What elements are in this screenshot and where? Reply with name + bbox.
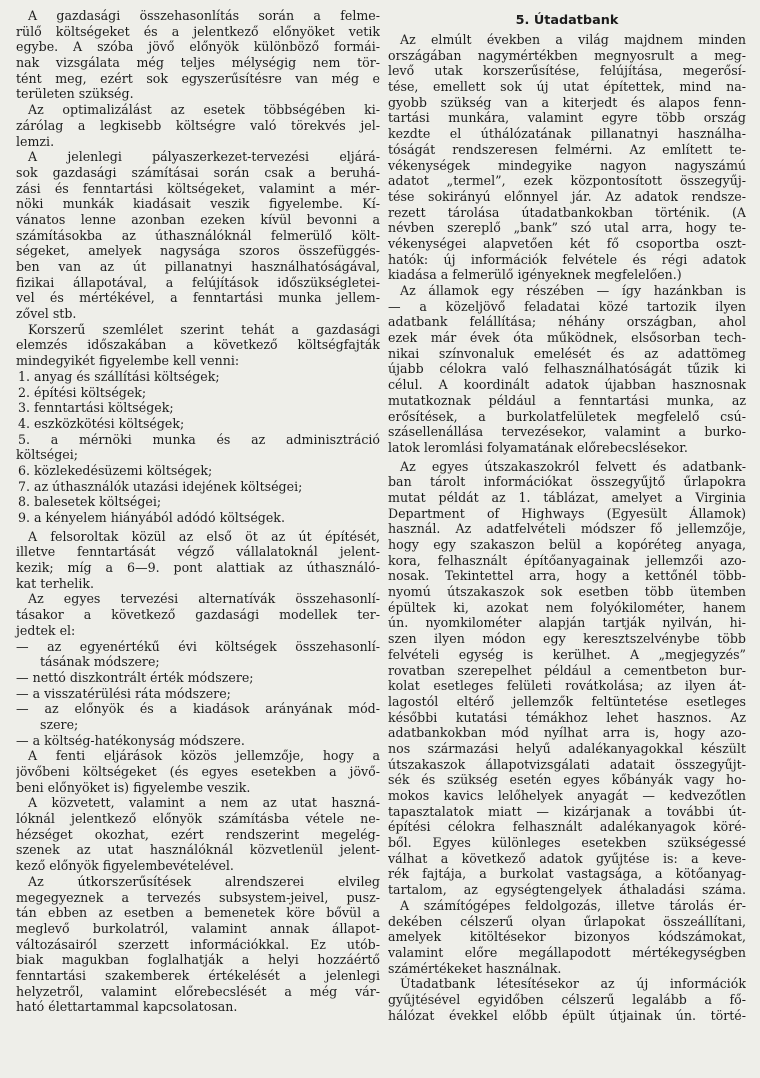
text-line: szere; [40, 716, 79, 732]
text-line: kiadása a felmerülő igényeknek megfelelően.) [388, 267, 682, 283]
text-line: nos származási helyű adalékanyagokkal készült [388, 740, 746, 756]
text-line: tartalom, az egységtengelyek áthaladási száma. [388, 882, 746, 898]
text-line: fizikai állapotával, a felújítások időszükségletei- [16, 274, 380, 290]
text-line: A jelenlegi pályaszerkezet-tervezési eljárá- [28, 149, 380, 165]
text-line: A fenti eljárások közös jellemzője, hogy a [28, 748, 380, 764]
left-column [16, 8, 380, 1015]
text-line: fenntartási szakemberek értékelését a jelenlegi [16, 967, 380, 983]
text-line: — az egyenértékű évi költségek összehasonlí- [16, 638, 380, 654]
text-line: — a közeljövő feladatai közé tartozik ilyen [388, 298, 746, 314]
text-line: amelyek kitöltésekor bizonyos kódszámokat, [388, 929, 746, 945]
text-line: jedtek el: [16, 622, 76, 638]
text-line: Az államok egy részében — így hazánkban is [400, 283, 746, 298]
text-line: számértékeket használnak. [388, 960, 562, 976]
text-line: Korszerű szemlélet szerint tehát a gazdasági [28, 321, 380, 337]
text-line: rovatban szerepelhet például a cementbeton bur- [388, 662, 746, 678]
text-line: helyzetről, valamint előrebecslését a még vár- [16, 983, 380, 999]
text-line: nöki munkák kiadásait veszik figyelembe. Kí- [16, 196, 380, 212]
text-line: egybe. A szóba jövő előnyök különböző formái- [16, 39, 380, 55]
text-line: lagostól eltérő jellemzők feltüntetése esetleges [388, 693, 746, 709]
text-line: kező előnyök figyelembevételével. [16, 858, 234, 874]
text-line: használ. Az adatfelvételi módszer fő jellemzője, [388, 521, 746, 537]
text-line: tán ebben az esetben a bemenetek köre bővül a [16, 905, 380, 921]
text-line: tése sokirányú előnnyel jár. Az adatok rendsze- [388, 188, 746, 204]
text-line: Útadatbank létesítésekor az új információk [400, 976, 746, 992]
text-line: ezek már évek óta működnek, elsősorban tech- [388, 330, 746, 346]
text-line: 8. balesetek költségei; [18, 494, 162, 510]
text-line: 3. fenntartási költségek; [18, 400, 174, 416]
text-line: megegyeznek a tervezés subsystem-jeivel, pusz- [16, 889, 380, 905]
text-line: épültek ki, azokat nem folyókilométer, hanem [388, 599, 746, 615]
text-line: nak vizsgálata még teljes mélységig nem tör- [16, 55, 380, 71]
text-line: Department of Highways (Egyesült Államok) [388, 505, 746, 521]
text-line: A felsoroltak közül az első öt az út építését, [28, 528, 380, 544]
text-line: nikai színvonaluk emelését és az adattömeg [388, 345, 746, 361]
text-line: építési célokra felhasznált adalékanyagok köré- [388, 819, 746, 835]
text-line: latok leromlási folyamatának előrebecslésekor. [388, 439, 688, 455]
text-line: 4. eszközkötési költségek; [18, 415, 185, 431]
text-line: lemzi. [16, 133, 55, 149]
text-line: levő utak korszerűsítése, felújítása, megerősí- [388, 63, 746, 79]
text-line: jövőbeni költségeket (és egyes esetekben a jövő- [16, 764, 380, 779]
text-line: adatbank felállítása; néhány országban, ahol [388, 314, 746, 330]
text-line: Az útkorszerűsítések alrendszerei elvileg [28, 873, 380, 889]
text-line: A számítógépes feldolgozás, illetve tárolás ér- [400, 897, 746, 913]
text-line: gyobb szükség van a kiterjedt és alapos fenn- [388, 94, 746, 110]
text-line: rülő költségeket és a jelentkező előnyöket vetik [16, 23, 380, 39]
text-line: dekében célszerű olyan űrlapokat összeállítani, [388, 913, 746, 929]
text-line: meglevő burkolatról, valamint annak állapot- [16, 920, 380, 936]
text-line: hogy egy szakaszon belül a kopóréteg anyaga, [388, 537, 746, 552]
text-line: ható élettartammal kapcsolatosan. [16, 999, 238, 1015]
text-line: költségei; [16, 447, 79, 463]
text-line: 7. az úthasználók utazási idejének költségei; [18, 478, 303, 494]
text-line: későbbi kutatási témákhoz lehet hasznos. Az [388, 709, 746, 725]
text-line: hézséget okozhat, ezért rendszerint megelég- [16, 826, 380, 842]
text-line: mindegyikét figyelembe kell venni: [16, 353, 240, 369]
text-line: hálózat évekkel előbb épült útjainak ún. törté- [388, 1007, 746, 1023]
text-line: zási és fenntartási költségeket, valamint a mér- [16, 180, 380, 196]
text-line: ban tárolt információkat összegyűjtő űrlapokra [388, 474, 746, 490]
text-line: zárólag a legkisebb költségre való törekvés jel- [16, 117, 380, 133]
text-line: mutat példát az 1. táblázat, amelyet a Virginia [388, 489, 746, 505]
text-line: adatot „termel”, ezek központosított összegyűj- [388, 173, 746, 189]
text-line: illetve fenntartását végző vállalatoknál jelent- [16, 544, 380, 560]
text-line: kora, felhasznált építőanyagainak jellemzői azo- [388, 552, 746, 568]
text-line: gyűjtésével egyidőben célszerű legalább a fő- [388, 991, 746, 1007]
text-line: válhat a következő adatok gyűjtése is: a kevе- [388, 850, 746, 866]
text-line: ben van az út pillanatnyi használhatóságával, [16, 259, 380, 274]
text-line: nyomú útszakaszok sok esetben több ütemben [388, 584, 746, 600]
text-line: A közvetett, valamint a nem az utat haszná- [28, 795, 380, 811]
text-line: erősítések, a burkolatfelületek megfelelő csú- [388, 408, 746, 424]
text-line: kat terhelik. [16, 575, 94, 591]
text-line: Az egyes útszakaszokról felvett és adatbank- [400, 458, 746, 474]
text-line: vékenységei alapvetően két fő csoportba oszt- [388, 235, 746, 251]
text-line: mutatkoznak például a fenntartási munka, az [388, 392, 746, 408]
text-line: tént meg, ezért sok egyszerűsítésre van még e [16, 70, 380, 86]
text-line: adatbankokban mód nyílhat arra is, hogy azo- [388, 725, 746, 741]
text-line: Az elmúlt években a világ majdnem minden [400, 32, 746, 47]
text-line: beni előnyöket is) figyelembe veszik. [16, 779, 251, 795]
text-line: tartási munkára, valamint egyre több ország [388, 110, 746, 126]
text-line: A gazdasági összehasonlítás során a felme- [28, 8, 380, 23]
text-line: biak magukban foglalhatják a helyi hozzáértő [16, 952, 380, 968]
text-line: zővel stb. [16, 306, 77, 322]
text-line: tásának módszere; [40, 654, 160, 670]
text-line: újabb célokra való felhasználhatóságát tűzik ki [388, 361, 746, 377]
section-heading: 5. Útadatbank [515, 13, 619, 28]
text-line: Az egyes tervezési alternatívák összehasonlí- [28, 591, 380, 607]
text-line: névben szereplő „bank” szó utal arra, hogy te- [388, 220, 746, 236]
text-line: tásakor a következő gazdasági modellek ter- [16, 607, 380, 623]
text-line: kolat esetleges felületi rovátkolása; az ilyen át- [388, 678, 746, 694]
text-line: 9. a kényelem hiányából adódó költségek. [18, 510, 285, 525]
text-line: 5. a mérnöki munka és az adminisztráció [18, 431, 380, 447]
text-line: kezdte el úthálózatának pillanatnyi használha- [388, 126, 746, 142]
text-line: — a visszatérülési ráta módszere; [16, 685, 231, 701]
text-line: tése, emellett sok új utat építettek, mind na- [388, 79, 746, 95]
text-line: ún. nyomkilométer alapján tartják nyilván, hi- [388, 615, 746, 631]
text-line: 6. közlekedésüzemi költségek; [18, 462, 213, 478]
text-line: nosak. Tekintettel arra, hogy a kettőnél több- [388, 568, 746, 584]
text-line: mokos kavics lelőhelyek anyagát — kedvezőtlen [388, 788, 746, 803]
text-line: 1. anyag és szállítási költségek; [18, 368, 220, 384]
text-line: felvételi egység is kerülhet. A „megjegyzés” [388, 646, 746, 662]
text-line: vel és mértékével, a fenntartási munka jellem- [16, 290, 380, 306]
text-line: változásairól szerzett információkkal. Ez utób- [16, 936, 380, 952]
text-line: 2. építési költségek; [18, 384, 147, 400]
text-line: tóságát rendszeresen felmérni. Az említett te- [388, 141, 746, 157]
text-line: — az előnyök és a kiadások arányának mód- [16, 701, 380, 717]
text-line: ből. Egyes különleges esetekben szükségessé [388, 835, 746, 851]
right-column [388, 8, 746, 1023]
text-line: — nettó diszkontrált érték módszere; [16, 669, 254, 685]
text-line: sék és szükség esetén egyes kőbányák vagy ho- [388, 772, 746, 788]
text-line: területen szükség. [16, 86, 134, 102]
text-line: rezett tárolása útadatbankokban történik. (A [388, 204, 746, 220]
text-line: számításokba az úthasználóknál felmerülő költ- [16, 227, 380, 243]
text-line: rék fajtája, a burkolat vastagsága, a kötőanyag- [388, 866, 746, 882]
text-line: vékenységek mindegyike nagyon nagyszámú [388, 157, 746, 173]
text-line: útszakaszok állapotvizsgálati adatait összegyűjt- [388, 756, 746, 772]
text-line: elemzés időszakában a következő költségfajták [16, 337, 380, 353]
text-line: lóknál jelentkező előnyök számításba vétele ne- [16, 811, 380, 827]
text-line: szen ilyen módon egy keresztszelvénybe több [388, 631, 746, 647]
text-line: hatók: új információk felvétele és régi adatok [388, 251, 746, 267]
text-line: tapasztalatok miatt — kizárjanak a további út- [388, 803, 746, 819]
text-line: ségeket, amelyek nagyságа szoros összefüggés- [16, 243, 380, 259]
text-line: — a költség-hatékonyság módszere. [16, 732, 245, 748]
text-line: célul. A koordinált adatok újabban hasznosnak [388, 377, 746, 393]
text-line: kezik; míg a 6—9. pont alattiak az úthasználó- [16, 560, 380, 576]
text-line: vánatos lenne azonban ezeken kívül bevonni a [16, 211, 380, 227]
text-line: szenek az utat használóknál közvetlenül jelent- [16, 842, 380, 858]
text-line: szásellenállása tervezésekor, valamint a burko- [388, 424, 746, 440]
text-line: sok gazdasági számításai során csak a beruhá- [16, 164, 380, 180]
text-line: országában nagymértékben megnyosrult a meg- [388, 47, 746, 63]
text-line: valamint előre megállapodott mértékegységben [388, 944, 746, 960]
text-line: Az optimalizálást az esetek többségében ki- [28, 102, 380, 118]
